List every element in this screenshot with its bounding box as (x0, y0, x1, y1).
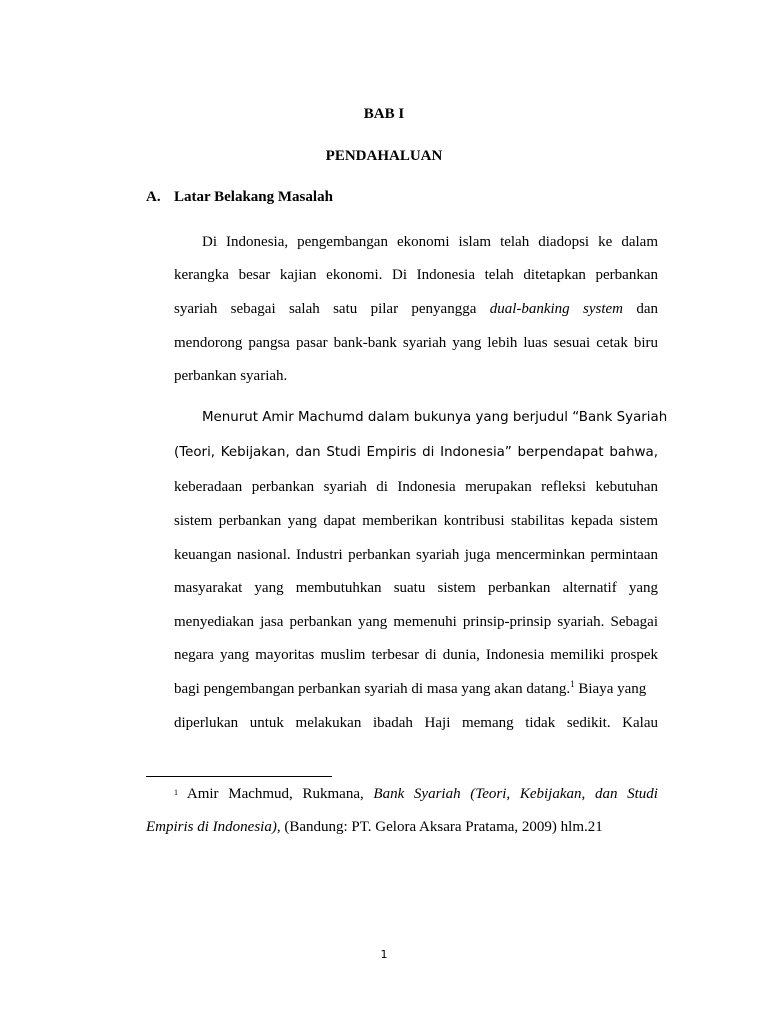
paragraph2-line: negara yang mayoritas muslim terbesar di dunia, Indonesia memiliki prospek (174, 647, 658, 663)
paragraph2-line: Menurut Amir Machumd dalam bukunya yang berjudul “Bank Syariah (202, 410, 668, 425)
footnote-book-title: Bank Syariah (Teori, Kebijakan, dan Studi (373, 786, 658, 802)
paragraph1-line: Di Indonesia, pengembangan ekonomi islam telah diadopsi ke dalam (202, 234, 658, 250)
paragraph2-line: keberadaan perbankan syariah di Indonesia merupakan refleksi kebutuhan (174, 479, 658, 495)
paragraph2-line: (Teori, Kebijakan, dan Studi Empiris di Indonesia” berpendapat bahwa, (174, 445, 658, 460)
paragraph2-text: bagi pengembangan perbankan syariah di masa yang akan datang. (174, 681, 571, 697)
footnote-separator (146, 776, 332, 777)
footnote-book-title: Empiris di Indonesia) (146, 819, 277, 835)
footnote-reference: 1 (570, 679, 575, 689)
footnote-number: 1 (174, 788, 178, 797)
paragraph1-line: perbankan syariah. (174, 368, 288, 384)
italic-term: dual-banking system (489, 301, 623, 317)
footnote-line (174, 783, 658, 804)
paragraph1-line: mendorong pangsa pasar bank-bank syariah yang lebih luas sesuai cetak biru (174, 335, 658, 351)
paragraph2-line: menyediakan jasa perbankan yang memenuhi prinsip-prinsip syariah. Sebagai (174, 614, 658, 630)
chapter-heading: BAB I (363, 106, 405, 122)
paragraph1-line (174, 299, 658, 319)
paragraph1-line: kerangka besar kajian ekonomi. Di Indonesia telah ditetapkan perbankan (174, 267, 658, 283)
paragraph2-text: Biaya yang (574, 681, 647, 697)
section-heading (146, 189, 333, 206)
paragraph2-line (174, 679, 658, 699)
chapter-title: PENDAHALUAN (325, 148, 443, 164)
section-title-text: Latar Belakang Masalah (174, 189, 333, 205)
footnote-publication: , (Bandung: PT. Gelora Aksara Pratama, 2009) hlm.21 (276, 819, 603, 835)
footnote-line (146, 817, 603, 837)
paragraph2-line: masyarakat yang membutuhkan suatu sistem perbankan alternatif yang (174, 580, 658, 596)
paragraph2-line: keuangan nasional. Industri perbankan syariah juga mencerminkan permintaan (174, 547, 658, 563)
paragraph1-text: dan (623, 301, 658, 317)
page-number: 1 (380, 948, 388, 961)
paragraph1-text: syariah sebagai salah satu pilar penyangga (174, 301, 490, 317)
paragraph2-line: diperlukan untuk melakukan ibadah Haji memang tidak sedikit. Kalau (174, 715, 658, 731)
footnote-authors: Amir Machmud, Rukmana, (186, 786, 374, 802)
section-marker: A. (146, 189, 161, 205)
paragraph2-line: sistem perbankan yang dapat memberikan kontribusi stabilitas kepada sistem (174, 513, 658, 529)
